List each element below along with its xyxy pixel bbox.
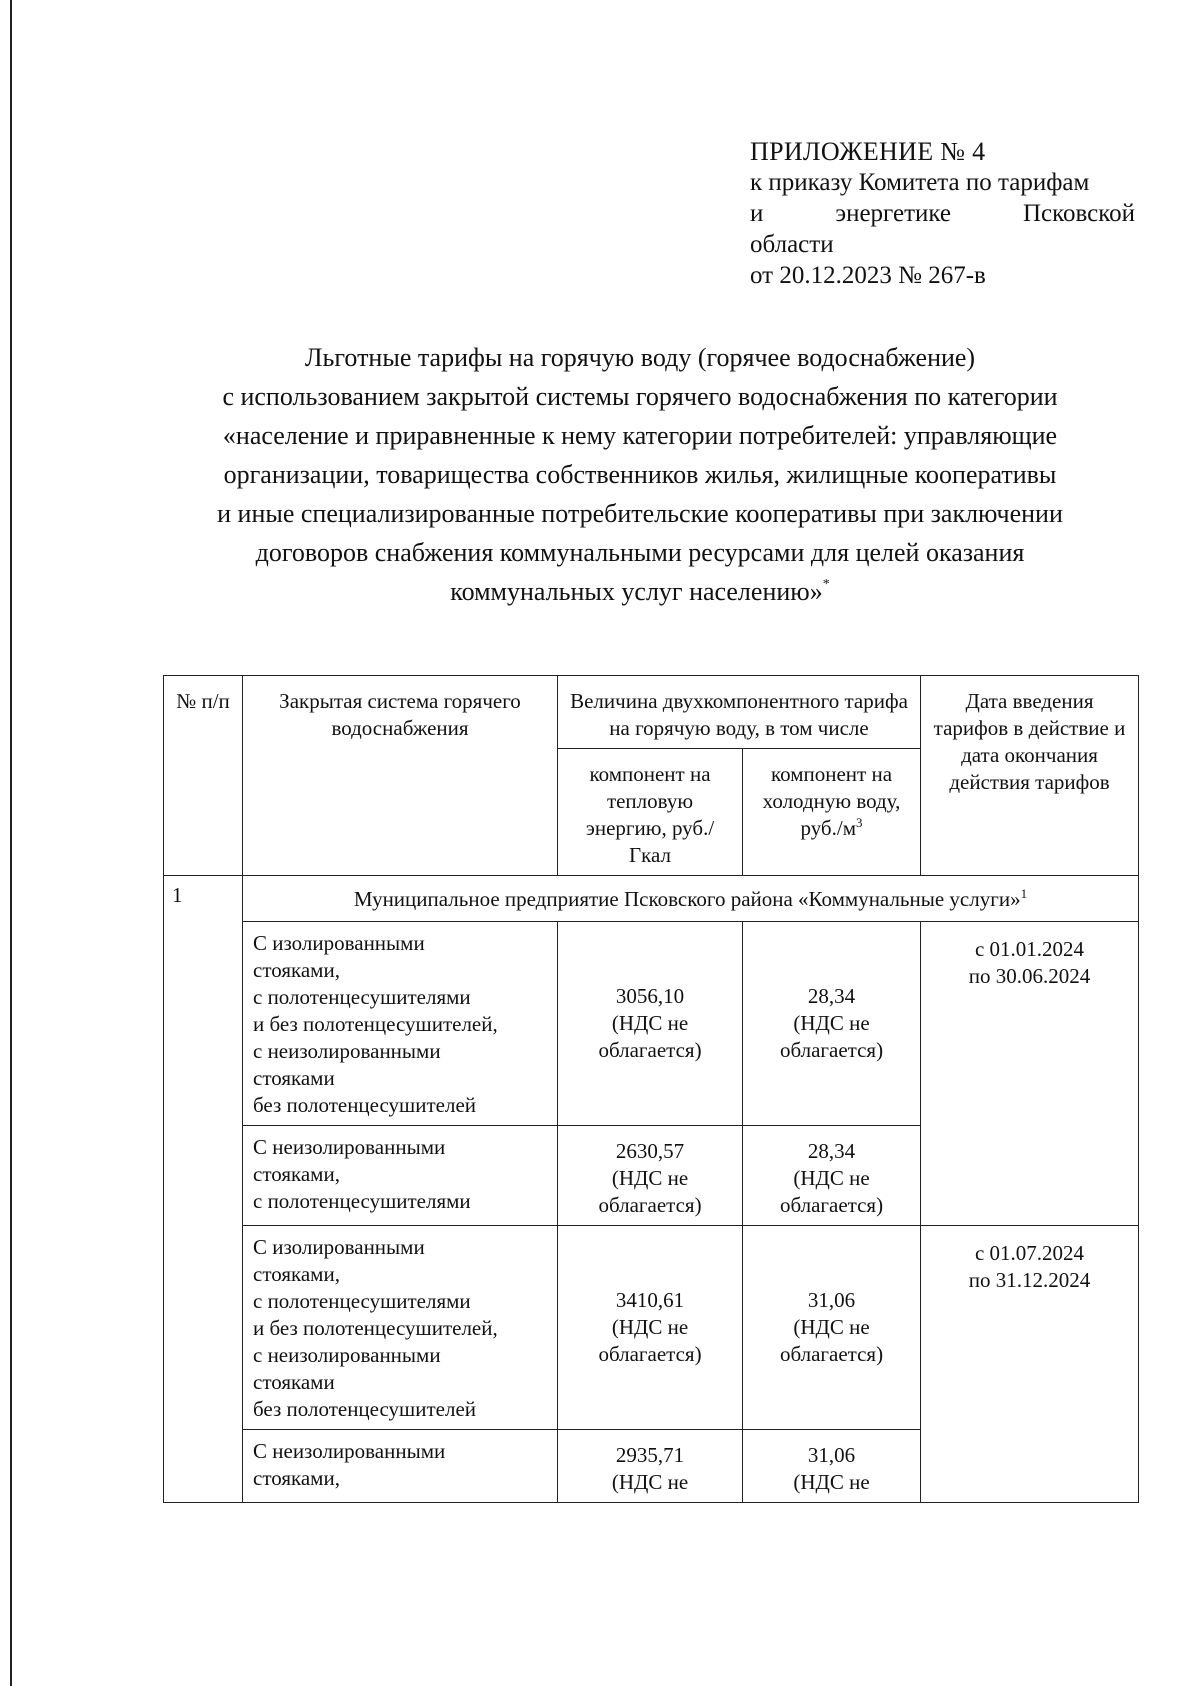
system-description [243, 1126, 558, 1226]
cold-component-text: компонент на холодную воду, руб./м [762, 762, 901, 840]
desc-line: с полотенцесушителями [253, 985, 471, 1009]
header-heat-component: компонент на тепловую энергию, руб./Гкал [558, 749, 743, 876]
cold-value [743, 1126, 921, 1226]
desc-line: с полотенцесушителями [253, 1189, 471, 1213]
desc-line: стояками, [253, 1466, 340, 1490]
appendix-line-2: и энергетике Псковской [750, 200, 1135, 227]
desc-line: С неизолированными [253, 1439, 446, 1463]
appendix-line-1: к приказу Комитета по тарифам [750, 169, 1090, 196]
tariff-table [163, 675, 1139, 1503]
value-number: 31,06 [807, 1443, 856, 1467]
value-number: 28,34 [807, 1139, 856, 1163]
value-number: 3410,61 [615, 1288, 685, 1312]
desc-line: с неизолированными [253, 1039, 441, 1063]
appendix-title: ПРИЛОЖЕНИЕ № 4 [750, 137, 986, 166]
period-end: по 30.06.2024 [968, 964, 1091, 988]
value-number: 2935,71 [615, 1443, 685, 1467]
heat-value [558, 1126, 743, 1226]
title-line: с использованием закрытой системы горячего водоснабжения по категории [222, 382, 1058, 411]
value-number: 2630,57 [615, 1139, 685, 1163]
desc-line: стояками, [253, 1262, 340, 1286]
title-line: договоров снабжения коммунальными ресурсами для целей оказания [255, 538, 1025, 567]
desc-line: без полотенцесушителей [253, 1093, 477, 1117]
desc-line: С изолированными [253, 1235, 425, 1259]
period-end: по 31.12.2024 [968, 1268, 1091, 1292]
heat-value [558, 1226, 743, 1430]
desc-line: с полотенцесушителями [253, 1289, 471, 1313]
value-number: 3056,10 [615, 984, 685, 1008]
header-row [164, 676, 1139, 749]
value-note: облагается) [779, 1038, 884, 1062]
header-dates: Дата введения тарифов в действие и дата окончания действия тарифов [921, 676, 1139, 876]
header-tariff-value: Величина двухкомпонентного тарифа на горячую воду, в том числе [558, 676, 921, 749]
org-footnote: 1 [1020, 886, 1028, 901]
desc-line: стояками, [253, 958, 340, 982]
value-number: 31,06 [807, 1288, 856, 1312]
desc-line: стояками [253, 1066, 335, 1090]
value-note: облагается) [598, 1342, 702, 1366]
tariff-row [164, 922, 1139, 1126]
cold-value [743, 1430, 921, 1503]
desc-line: стояками, [253, 1162, 340, 1186]
period-cell-2 [921, 1226, 1139, 1503]
system-description [243, 1430, 558, 1503]
cold-value [743, 1226, 921, 1430]
header-cold-component [743, 749, 921, 876]
title-line-text: коммунальных услуг населению» [450, 577, 823, 606]
title-line: Льготные тарифы на горячую воду (горячее водоснабжение) [304, 343, 976, 372]
appendix-line-3: области [750, 231, 834, 258]
desc-line: с неизолированными [253, 1343, 441, 1367]
value-note: облагается) [779, 1193, 884, 1217]
title-line: и иные специализированные потребительские кооперативы при заключении [217, 499, 1063, 528]
value-note: (НДС не [611, 1011, 689, 1035]
title-line: «население и приравненные к нему категории потребителей: управляющие [222, 421, 1058, 450]
header-system: Закрытая система горячего водоснабжения [243, 676, 558, 876]
title-line: организации, товарищества собственников жилья, жилищные кооперативы [223, 460, 1057, 489]
desc-line: С неизолированными [253, 1135, 446, 1159]
value-note: (НДС не [793, 1166, 870, 1190]
cold-value [743, 922, 921, 1126]
heat-value [558, 922, 743, 1126]
value-note: (НДС не [793, 1315, 870, 1339]
period-start: с 01.01.2024 [974, 937, 1085, 961]
title-line-last [150, 572, 1130, 611]
row-number: 1 [164, 876, 243, 1503]
value-note: (НДС не [793, 1011, 870, 1035]
desc-line: С изолированными [253, 931, 425, 955]
tariff-row [164, 1226, 1139, 1430]
heat-value [558, 1430, 743, 1503]
org-name: Муниципальное предприятие Псковского района «Коммунальные услуги» [353, 887, 1021, 911]
value-note: облагается) [598, 1193, 702, 1217]
header-num: № п/п [164, 676, 243, 876]
org-row [164, 876, 1139, 922]
system-description [243, 1226, 558, 1430]
cold-component-sup: 3 [856, 815, 863, 830]
value-note: (НДС не [611, 1315, 689, 1339]
desc-line: и без полотенцесушителей, [253, 1316, 498, 1340]
value-note: (НДС не [793, 1470, 870, 1494]
org-name-cell [243, 876, 1139, 922]
period-cell-1 [921, 922, 1139, 1226]
document-title [150, 338, 1130, 611]
scan-page-edge [10, 0, 12, 1686]
value-note: облагается) [779, 1342, 884, 1366]
appendix-header [750, 136, 1135, 291]
title-footnote-mark: * [822, 577, 830, 592]
appendix-line-4: от 20.12.2023 № 267-в [750, 262, 986, 289]
value-note: (НДС не [611, 1470, 689, 1494]
value-note: облагается) [598, 1038, 702, 1062]
period-start: с 01.07.2024 [974, 1241, 1085, 1265]
system-description [243, 922, 558, 1126]
value-note: (НДС не [611, 1166, 689, 1190]
value-number: 28,34 [807, 984, 856, 1008]
desc-line: стояками [253, 1370, 335, 1394]
desc-line: без полотенцесушителей [253, 1397, 477, 1421]
desc-line: и без полотенцесушителей, [253, 1012, 498, 1036]
